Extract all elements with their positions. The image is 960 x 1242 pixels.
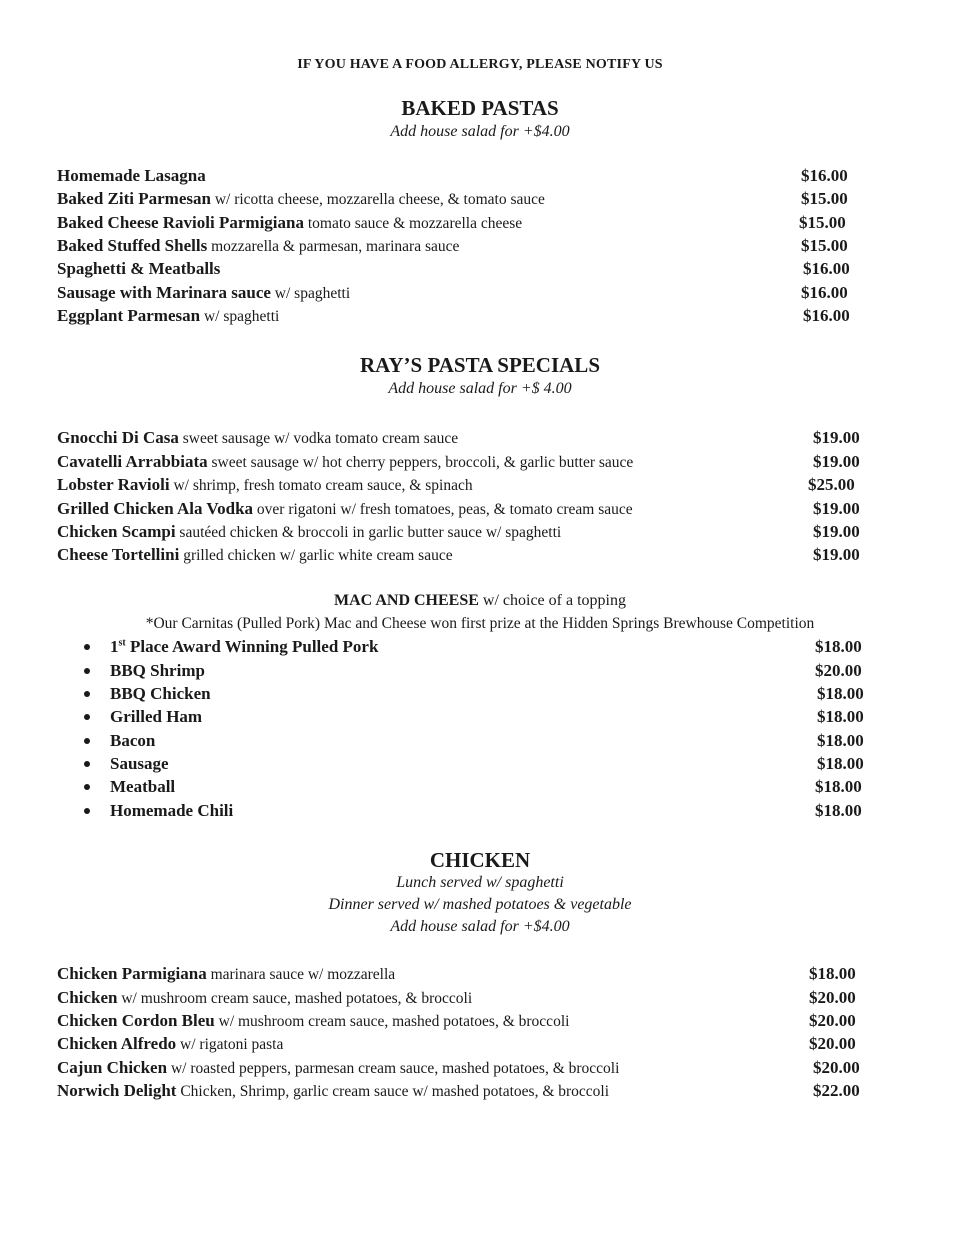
item-price: $16.00	[801, 166, 848, 185]
item-name: Cheese Tortellini	[57, 545, 180, 564]
allergy-notice: IF YOU HAVE A FOOD ALLERGY, PLEASE NOTIFY US	[297, 57, 663, 72]
menu-item	[57, 521, 561, 543]
item-desc: tomato sauce & mozzarella cheese	[303, 215, 523, 232]
item-name: Grilled Chicken Ala Vodka	[57, 499, 254, 518]
topping-name: Grilled Ham	[110, 707, 203, 726]
item-price: $18.00	[817, 684, 864, 703]
item-name: Eggplant Parmesan	[57, 306, 201, 325]
mac-and-cheese-heading	[0, 592, 960, 610]
mac-and-cheese-subtitle: w/ choice of a topping	[478, 592, 626, 609]
menu-item	[57, 963, 395, 985]
bullet-icon	[84, 761, 90, 767]
item-price: $15.00	[801, 189, 848, 208]
item-name: Norwich Delight	[57, 1081, 177, 1100]
item-desc: sweet sausage w/ vodka tomato cream sauce	[178, 430, 459, 447]
item-desc: sweet sausage w/ hot cherry peppers, broccoli, & garlic butter sauce	[207, 454, 634, 471]
topping-name: BBQ Shrimp	[110, 661, 205, 680]
item-desc: w/ spaghetti	[200, 308, 280, 325]
item-name: Chicken Scampi	[57, 522, 176, 541]
menu-item	[57, 474, 473, 496]
chicken-note-lunch: Lunch served w/ spaghetti	[396, 874, 564, 891]
list-item	[84, 753, 169, 775]
menu-item	[57, 427, 458, 449]
item-price: $16.00	[803, 306, 850, 325]
list-item	[84, 776, 175, 798]
item-name: Chicken Cordon Bleu	[57, 1011, 215, 1030]
item-price: $16.00	[803, 259, 850, 278]
list-item	[84, 636, 378, 658]
mac-and-cheese-title: MAC AND CHEESE	[334, 592, 479, 609]
item-desc: grilled chicken w/ garlic white cream sauce	[179, 547, 453, 564]
item-price: $20.00	[809, 1034, 856, 1053]
topping-name	[110, 637, 378, 656]
item-desc: marinara sauce w/ mozzarella	[206, 966, 396, 983]
chicken-note-dinner: Dinner served w/ mashed potatoes & vegetable	[328, 896, 632, 913]
item-price: $19.00	[813, 499, 860, 518]
topping-label: Place Award Winning Pulled Pork	[125, 637, 379, 656]
topping-name: Sausage	[110, 754, 169, 773]
item-desc: w/ rigatoni pasta	[176, 1036, 284, 1053]
item-price: $18.00	[809, 964, 856, 983]
bullet-icon	[84, 738, 90, 744]
menu-item	[57, 212, 522, 234]
menu-item	[57, 451, 633, 473]
item-name: Cajun Chicken	[57, 1058, 168, 1077]
item-price: $19.00	[813, 452, 860, 471]
list-item	[84, 706, 202, 728]
item-price: $20.00	[809, 1011, 856, 1030]
mac-and-cheese-note: *Our Carnitas (Pulled Pork) Mac and Cheese won first prize at the Hidden Springs Brewhouse Competition	[145, 615, 815, 632]
list-item	[84, 683, 211, 705]
bullet-icon	[84, 714, 90, 720]
topping-name: Meatball	[110, 777, 176, 796]
item-desc: Chicken, Shrimp, garlic cream sauce w/ mashed potatoes, & broccoli	[176, 1083, 610, 1100]
menu-item	[57, 544, 453, 566]
item-desc: w/ spaghetti	[270, 285, 351, 302]
item-price: $18.00	[815, 637, 862, 656]
menu-item	[57, 188, 545, 210]
list-item	[84, 730, 155, 752]
item-desc: w/ ricotta cheese, mozzarella cheese, & tomato sauce	[210, 191, 545, 208]
item-price: $19.00	[813, 428, 860, 447]
menu-item	[57, 282, 350, 304]
item-name: Homemade Lasagna	[57, 166, 206, 185]
item-price: $15.00	[799, 213, 846, 232]
item-price: $16.00	[801, 283, 848, 302]
item-name: Baked Ziti Parmesan	[57, 189, 211, 208]
topping-name: Homemade Chili	[110, 801, 234, 820]
topping-name: BBQ Chicken	[110, 684, 211, 703]
item-desc: w/ roasted peppers, parmesan cream sauce, mashed potatoes, & broccoli	[167, 1060, 620, 1077]
rays-specials-title: RAY’S PASTA SPECIALS	[359, 353, 600, 377]
menu-item	[57, 165, 206, 187]
item-price: $20.00	[815, 661, 862, 680]
chicken-title: CHICKEN	[429, 848, 531, 872]
item-price: $20.00	[813, 1058, 860, 1077]
chicken-note-salad: Add house salad for +$4.00	[390, 918, 570, 935]
item-price: $25.00	[808, 475, 855, 494]
item-desc: over rigatoni w/ fresh tomatoes, peas, & tomato cream sauce	[253, 501, 633, 518]
menu-item	[57, 1033, 283, 1055]
topping-name: Bacon	[110, 731, 156, 750]
item-desc: sautéed chicken & broccoli in garlic butter sauce w/ spaghetti	[175, 524, 562, 541]
item-price: $20.00	[809, 988, 856, 1007]
bullet-icon	[84, 644, 90, 650]
item-name: Cavatelli Arrabbiata	[57, 452, 208, 471]
item-price: $18.00	[817, 754, 864, 773]
menu-item	[57, 235, 459, 257]
menu-item	[57, 258, 220, 280]
item-price: $18.00	[815, 801, 862, 820]
item-name: Sausage with Marinara sauce	[57, 283, 271, 302]
item-desc: w/ mushroom cream sauce, mashed potatoes, & broccoli	[117, 990, 473, 1007]
bullet-icon	[84, 808, 90, 814]
item-name: Gnocchi Di Casa	[57, 428, 179, 447]
item-name: Lobster Ravioli	[57, 475, 170, 494]
menu-item	[57, 498, 633, 520]
list-item	[84, 660, 205, 682]
menu-item	[57, 305, 279, 327]
baked-pastas-note: Add house salad for +$4.00	[390, 123, 570, 140]
bullet-icon	[84, 691, 90, 697]
item-price: $18.00	[817, 731, 864, 750]
menu-item	[57, 1010, 569, 1032]
list-item	[84, 800, 233, 822]
item-price: $18.00	[817, 707, 864, 726]
item-name: Chicken Parmigiana	[57, 964, 207, 983]
item-desc: w/ mushroom cream sauce, mashed potatoes, & broccoli	[214, 1013, 570, 1030]
item-price: $18.00	[815, 777, 862, 796]
item-desc: w/ shrimp, fresh tomato cream sauce, & spinach	[169, 477, 473, 494]
bullet-icon	[84, 784, 90, 790]
item-desc: mozzarella & parmesan, marinara sauce	[207, 238, 460, 255]
item-price: $19.00	[813, 545, 860, 564]
item-name: Baked Stuffed Shells	[57, 236, 208, 255]
ordinal-suffix: st	[118, 637, 126, 649]
item-name: Spaghetti & Meatballs	[57, 259, 221, 278]
item-price: $22.00	[813, 1081, 860, 1100]
bullet-icon	[84, 668, 90, 674]
rays-specials-note: Add house salad for +$ 4.00	[388, 380, 572, 397]
baked-pastas-title: BAKED PASTAS	[401, 96, 559, 120]
menu-item	[57, 987, 472, 1009]
item-price: $15.00	[801, 236, 848, 255]
item-price: $19.00	[813, 522, 860, 541]
menu-item	[57, 1080, 609, 1102]
menu-item	[57, 1057, 619, 1079]
item-name: Chicken Alfredo	[57, 1034, 177, 1053]
ordinal-number: 1	[110, 637, 119, 656]
item-name: Chicken	[57, 988, 118, 1007]
item-name: Baked Cheese Ravioli Parmigiana	[57, 213, 304, 232]
